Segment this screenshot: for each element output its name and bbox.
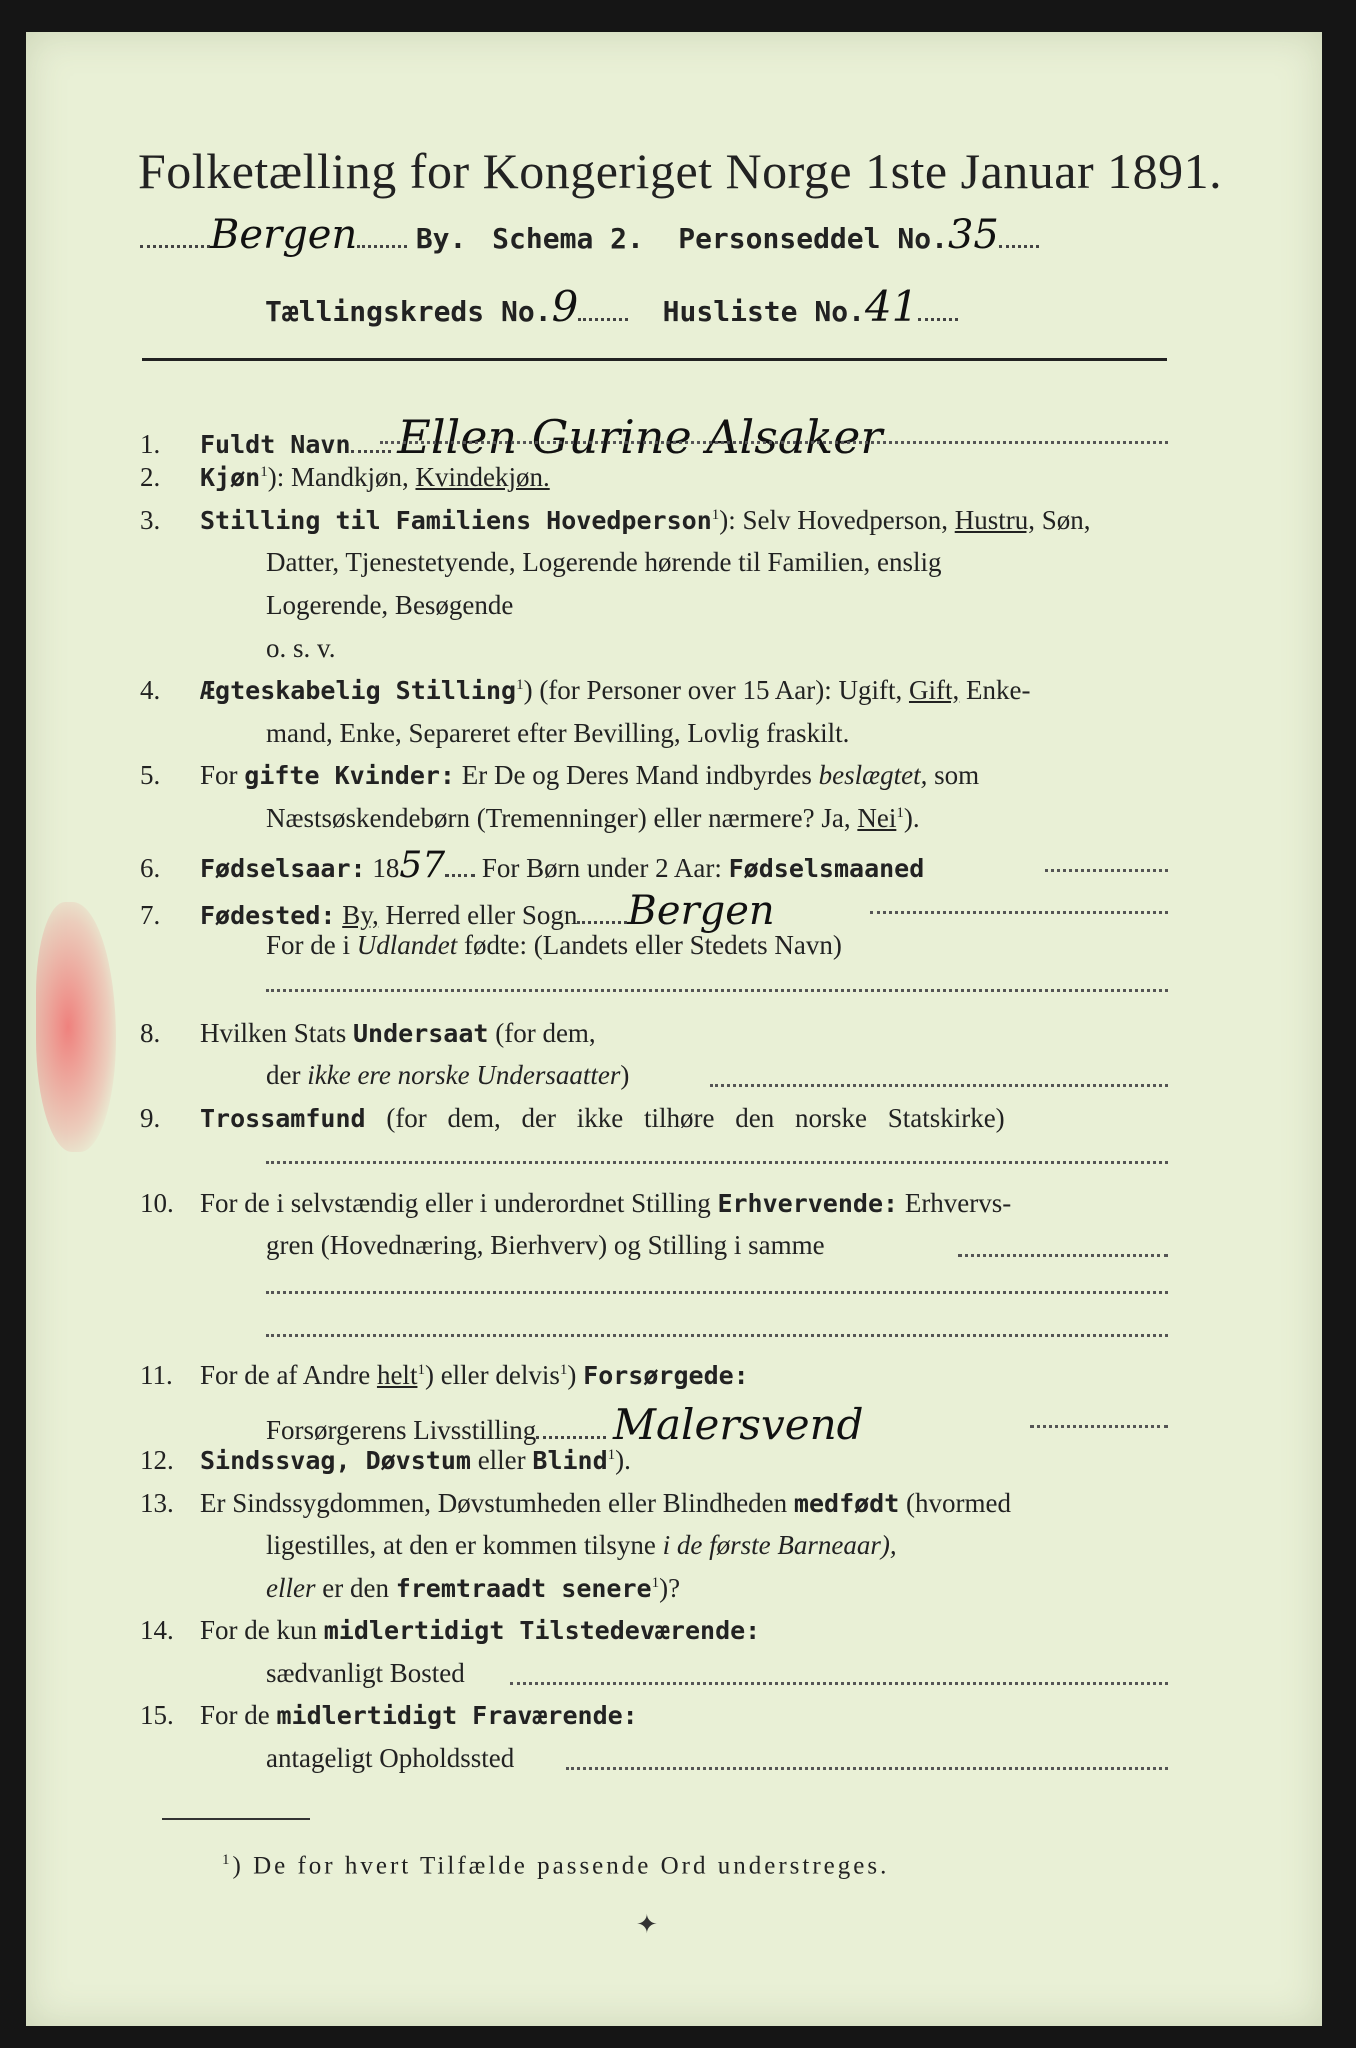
item-number: 7. [140, 900, 161, 930]
item-label: Fødselsmaaned [728, 854, 925, 883]
personseddel-value: 35 [947, 212, 999, 258]
item-5 [140, 760, 979, 791]
red-stain [36, 902, 116, 1152]
item-number: 15. [140, 1700, 174, 1730]
item-text: Næstsøskendebørn (Tremenninger) eller nærmere? Ja, [266, 803, 858, 833]
item-label: Fødselsaar: [200, 854, 366, 883]
item-italic: beslægtet, [818, 760, 928, 790]
item-1 [140, 410, 882, 464]
item-12 [140, 1445, 631, 1476]
item-label: Fødested: [200, 901, 336, 930]
item-8 [140, 1018, 596, 1049]
schema-label: Schema 2. [492, 222, 644, 255]
full-name-value: Ellen Gurine Alsaker [397, 410, 883, 464]
item-label: Ægteskabelig Stilling [200, 676, 517, 705]
item-italic: ikke ere norske Undersaatter [307, 1060, 621, 1090]
selected-option: Hustru, [954, 505, 1035, 535]
item-label: Fuldt Navn [200, 430, 351, 459]
birthplace-value: Bergen [627, 888, 775, 934]
item-15 [140, 1700, 638, 1731]
fill-line [266, 988, 1168, 992]
item-label: Kjøn [200, 463, 261, 492]
item-3-line-2: Datter, Tjenestetyende, Logerende hørende til Familien, enslig [266, 547, 942, 577]
fill-line [266, 1333, 1168, 1337]
item-text: ligestilles, at den er kommen tilsyne [266, 1530, 663, 1560]
fill-line [380, 440, 1168, 444]
item-number: 9. [140, 1103, 161, 1133]
footnote-ref: 1 [222, 1852, 233, 1868]
item-label: Sindssvag, Døvstum [200, 1446, 471, 1475]
item-number: 2. [140, 462, 161, 492]
item-11 [140, 1360, 749, 1391]
item-text: For de i selvstændig eller i underordnet Stilling [200, 1188, 718, 1218]
item-14 [140, 1615, 760, 1646]
item-5-line-2 [266, 803, 920, 834]
item-text: For [200, 760, 245, 790]
item-label: Blind [532, 1446, 608, 1475]
item-text: Er Sindssygdommen, Døvstumheden eller Blindheden [200, 1488, 794, 1518]
item-text: ) eller delvis [424, 1360, 560, 1390]
form-title: Folketælling for Kongeriget Norge 1ste Januar 1891. [138, 143, 1223, 199]
fill-line [1030, 1424, 1168, 1428]
item-label: Trossamfund [200, 1104, 366, 1133]
selected-option: Kvindekjøn. [415, 462, 550, 492]
item-text: (for dem, [488, 1018, 596, 1048]
item-number: 13. [140, 1488, 174, 1518]
item-label: midlertidigt Fraværende: [276, 1701, 638, 1730]
selected-option: Nei [857, 803, 897, 833]
item-7 [140, 888, 775, 934]
item-text: der [266, 1060, 308, 1090]
cross-mark: ✦ [636, 1910, 658, 1940]
item-number: 11. [140, 1360, 173, 1390]
footnote-ref: 1 [711, 507, 720, 523]
item-label: gifte Kvinder: [244, 761, 455, 790]
item-number: 12. [140, 1445, 174, 1475]
header-divider [142, 358, 1167, 361]
fill-line [1045, 868, 1168, 872]
item-3 [140, 505, 1091, 536]
item-text: ). [903, 803, 920, 833]
fill-line [566, 1766, 1168, 1770]
kreds-value: 9 [551, 282, 579, 331]
item-3-line-4: o. s. v. [266, 633, 336, 663]
personseddel-label: Personseddel No. [678, 222, 948, 255]
city-label: By. [415, 222, 467, 255]
item-label: Erhvervende: [717, 1189, 899, 1218]
item-label: Stilling til Familiens Hovedperson [200, 506, 712, 535]
item-10 [140, 1188, 1011, 1219]
fill-line [266, 1160, 1168, 1164]
kreds-label: Tællingskreds No. [265, 295, 552, 328]
item-text: som [927, 760, 980, 790]
birth-year-value: 57 [399, 845, 446, 886]
item-text: Enke- [959, 675, 1031, 705]
header-row-city [140, 212, 1039, 258]
item-4 [140, 675, 1030, 706]
footnote-ref: 1 [516, 677, 524, 693]
item-text: Erhvervs- [898, 1188, 1012, 1218]
city-value: Bergen [210, 212, 358, 258]
item-text: ) [620, 1060, 630, 1090]
item-italic: eller [266, 1573, 316, 1603]
item-13 [140, 1488, 1011, 1519]
item-text: Søn, [1034, 505, 1091, 535]
item-10-line-2: gren (Hovednæring, Bierhverv) og Stilling i samme [266, 1230, 825, 1260]
item-number: 4. [140, 675, 161, 705]
provider-occupation-value: Malersvend [613, 1400, 864, 1449]
item-number: 14. [140, 1615, 174, 1645]
item-label: fremtraadt senere [395, 1574, 652, 1603]
item-text: For de af Andre [200, 1360, 377, 1390]
item-text: Herred eller Sogn [378, 900, 578, 930]
item-15-line-2: antageligt Opholdssted [266, 1743, 515, 1773]
item-number: 10. [140, 1188, 174, 1218]
item-text: (hvormed [899, 1488, 1011, 1518]
item-text: For de i [266, 930, 357, 960]
husliste-value: 41 [864, 282, 919, 331]
item-number: 8. [140, 1018, 161, 1048]
item-text: For de kun [200, 1615, 324, 1645]
item-2 [140, 462, 550, 493]
item-13-line-2 [266, 1530, 897, 1561]
header-row-kreds [265, 282, 958, 331]
footnote-ref: 1 [417, 1362, 425, 1378]
item-text: ): Selv Hovedperson, [719, 505, 955, 535]
fill-line [710, 1083, 1168, 1087]
fill-line [958, 1253, 1168, 1257]
item-text: Er De og Deres Mand indbyrdes [454, 760, 819, 790]
selected-option: By, [342, 900, 379, 930]
item-label: midlertidigt Tilstedeværende: [323, 1616, 761, 1645]
item-number: 3. [140, 505, 161, 535]
item-number: 6. [140, 853, 161, 883]
item-text: ): Mandkjøn, [267, 462, 416, 492]
fill-line [510, 1681, 1168, 1685]
footnote-ref: 1 [260, 464, 268, 480]
selected-option: Gift, [908, 675, 960, 705]
item-text: For Børn under 2 Aar: [475, 853, 729, 883]
husliste-label: Husliste No. [662, 295, 865, 328]
item-11-line-2 [266, 1400, 864, 1449]
item-9 [140, 1103, 1005, 1134]
fill-line [266, 1290, 1168, 1294]
year-prefix: 18 [365, 853, 400, 883]
item-italic: i de første Barneaar), [662, 1530, 897, 1560]
footnote-text: ) De for hvert Tilfælde passende Ord understreges. [232, 1852, 890, 1880]
item-number: 5. [140, 760, 161, 790]
footnote-ref: 1 [559, 1362, 568, 1378]
item-text: ). [615, 1445, 631, 1475]
item-text: (for dem, der ikke tilhøre den norske Statskirke) [365, 1103, 1005, 1133]
footnote-ref: 1 [607, 1447, 616, 1463]
item-text: )? [659, 1573, 681, 1603]
item-3-line-3: Logerende, Besøgende [266, 590, 514, 620]
item-text: ) (for Personer over 15 Aar): Ugift, [523, 675, 909, 705]
footnote [222, 1852, 889, 1880]
item-8-line-2 [266, 1060, 629, 1091]
item-7-line-2 [266, 930, 842, 961]
item-label: Undersaat [353, 1019, 489, 1048]
selected-option: helt [376, 1360, 418, 1390]
item-number: 1. [140, 429, 161, 459]
item-text: For de [200, 1700, 277, 1730]
item-text: Forsørgerens Livsstilling [266, 1415, 537, 1445]
item-14-line-2: sædvanligt Bosted [266, 1658, 465, 1688]
item-text: fødte: (Landets eller Stedets Navn) [457, 930, 842, 960]
footnote-ref: 1 [896, 805, 904, 821]
fill-line [870, 910, 1168, 914]
footnote-rule [162, 1818, 310, 1820]
item-italic: Udlandet [356, 930, 458, 960]
item-13-line-3 [266, 1573, 680, 1604]
item-label: Forsørgede: [583, 1361, 749, 1390]
item-4-line-2: mand, Enke, Separeret efter Bevilling, Lovlig fraskilt. [266, 718, 850, 748]
item-label: medfødt [793, 1489, 900, 1518]
item-text: Hvilken Stats [200, 1018, 353, 1048]
item-6 [140, 845, 924, 886]
footnote-ref: 1 [651, 1575, 660, 1591]
item-text: ) [567, 1360, 584, 1390]
item-text: eller [470, 1445, 533, 1475]
item-text: er den [315, 1573, 396, 1603]
